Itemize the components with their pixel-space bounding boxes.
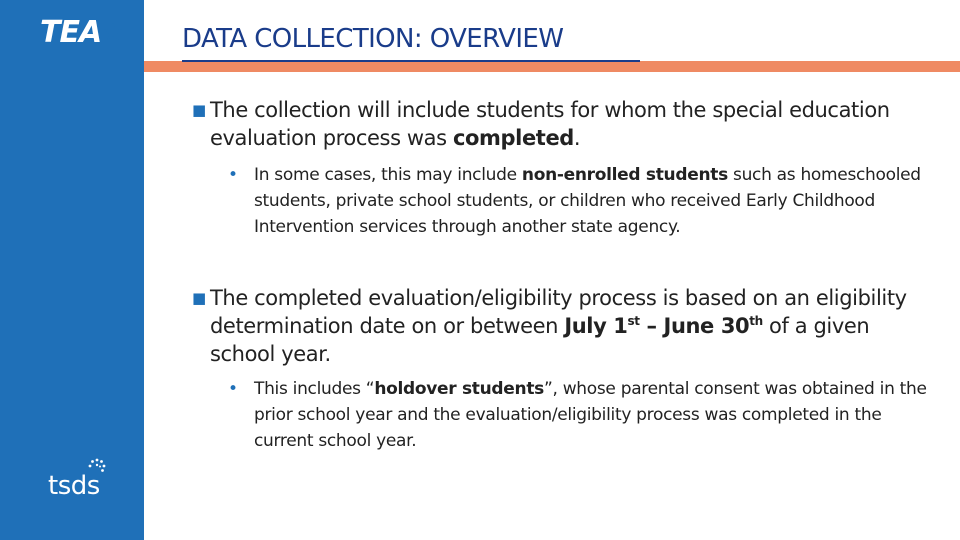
- bullet-2-text: The completed evaluation/eligibility process is based on an eligibility determination date on or between: [210, 286, 907, 338]
- bullet-1: [192, 96, 937, 152]
- bullet-2-sup-a: st: [627, 314, 640, 328]
- bullet-2-date-a: July 1: [564, 314, 628, 338]
- sub-bullet-2-end: ”, whose parental consent was obtained in the prior school year and the evaluation/eligibility process was completed in the current school year.: [254, 379, 927, 451]
- sub-bullet-2-text: This includes “: [254, 379, 375, 399]
- bullet-1-end: .: [573, 126, 581, 150]
- tea-logo: [40, 15, 124, 50]
- sub-bullet-1-bold: non-enrolled students: [521, 165, 728, 185]
- title-underline: [182, 60, 640, 62]
- bullet-1-bold: completed: [452, 126, 574, 150]
- slide-title: DATA COLLECTION: OVERVIEW: [182, 24, 564, 54]
- sub-bullet-2-bold: holdover students: [374, 379, 544, 399]
- sidebar: [0, 0, 144, 540]
- dot-bullet-icon: •: [228, 379, 238, 399]
- sub-bullet-1-end: such as homeschooled students, private school students, or children who received Early Childhood Intervention services through another state agency.: [254, 165, 921, 237]
- bullet-2-date-b: – June 30: [639, 314, 750, 338]
- star-icon: [103, 22, 123, 42]
- bullet-1-text: The collection will include students for whom the special education evaluation process was: [210, 98, 890, 150]
- bullet-2-sup-b: th: [749, 314, 763, 328]
- square-bullet-icon: ■: [192, 289, 206, 307]
- square-bullet-icon: ■: [192, 101, 206, 119]
- accent-bar: [0, 61, 960, 72]
- sub-bullet-1: [192, 162, 937, 240]
- bullet-2-date-start: [564, 314, 762, 338]
- slide-content: [192, 96, 937, 454]
- sub-bullet-1-text: In some cases, this may include: [254, 165, 522, 185]
- dot-bullet-icon: •: [228, 165, 238, 185]
- bullet-2: [192, 284, 937, 368]
- tea-logo-text: TEA: [40, 15, 102, 50]
- tsds-logo-text: tsds: [48, 471, 100, 501]
- tsds-logo: [48, 458, 118, 500]
- bullet-2-end: of a given school year.: [210, 314, 870, 366]
- sub-bullet-2: [192, 376, 937, 454]
